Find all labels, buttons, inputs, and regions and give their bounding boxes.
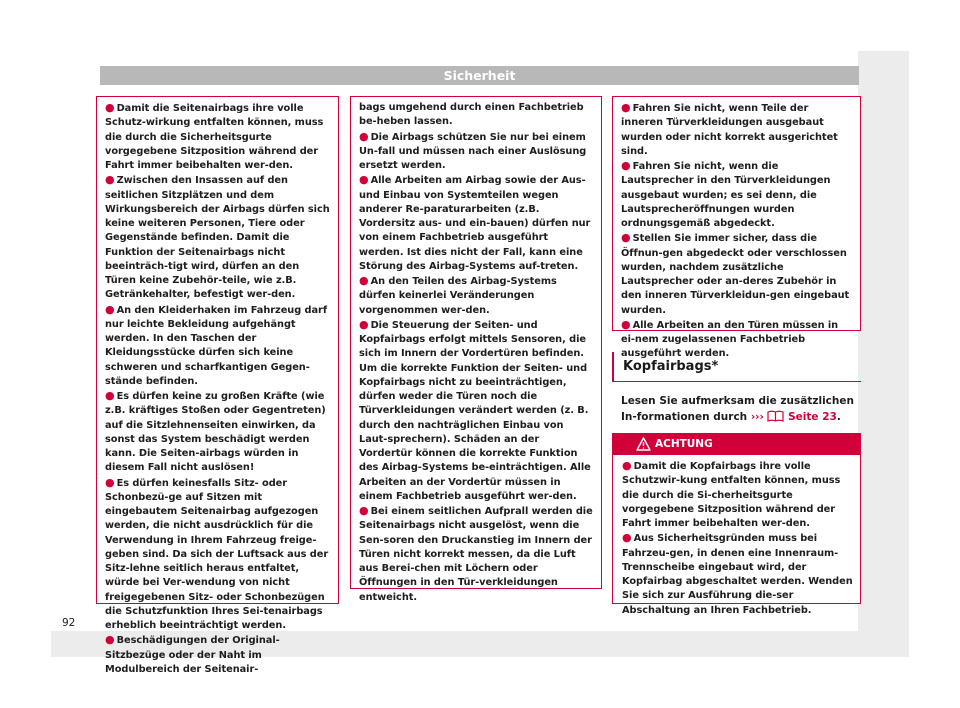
list-item: ● An den Teilen des Airbag-Systems dürfen keinerlei Veränderungen vorgenommen wer-den. (359, 274, 557, 316)
warning-header (613, 434, 860, 455)
list-item: ● Aus Sicherheitsgründen muss bei Fahrzeu-gen, in denen eine Innenraum-Trennscheibe eingebaut wird, der Kopfairbag abgeschaltet werden. Wenden Sie sich zur Ausführung die-ser Abschaltung an Ihren Fachbetrieb. (622, 531, 853, 616)
section-intro: Lesen Sie aufmerksam die zusätzlichen In-formationen durch ››› Seite 23. (621, 394, 861, 427)
warning-label: ACHTUNG (655, 438, 713, 450)
list-item: ● An den Kleiderhaken im Fahrzeug darf nur leichte Bekleidung aufgehängt werden. In den Taschen der Kleidungsstücke dürfen sich keine schweren und scharfkantigen Gegen-stände befinden. (105, 302, 328, 387)
bullet-icon: ● (105, 475, 115, 489)
list-item: ● Bei einem seitlichen Aufprall werden die Seitenairbags nicht ausgelöst, wenn die Sen-soren den Druckanstieg im Innern der Türen nicht korrekt messen, da die Luft aus Berei-chen mit Löchern oder Öffnungen in den Tür-verkleidungen entweicht. (359, 504, 593, 603)
warning-continuation-box-2 (350, 96, 602, 603)
bullet-icon: ● (622, 459, 632, 472)
bullet-list (622, 459, 853, 618)
bullet-list (105, 101, 331, 677)
list-item: ● Die Airbags schützen Sie nur bei einem Un-fall und müssen nach einer Auslösung ersetzt werden. (359, 129, 587, 171)
list-item: ● Alle Arbeiten am Airbag sowie der Aus- und Einbau von Systemteilen wegen anderer Re-paraturarbeiten (z.B. Vordersitz aus- und ein-bauen) dürfen nur von einem Fachbetrieb ausgeführt werden. Ist dies nicht der Fall, kann eine Störung des Airbag-Systems auf-treten. (359, 173, 591, 272)
list-item: ● Es dürfen keinesfalls Sitz- oder Schonbezü-ge auf Sitzen mit eingebautem Seitenairbag aufgezogen werden, die nicht ausdrücklich für die Verwendung in Ihrem Fahrzeug freige-geben sind. Da sich der Luftsack aus der Sitz-lehne seitlich heraus entfaltet, würde bei Ver-wendung von nicht freigegebenen Sitz- oder Schonbezügen die Schutzfunktion Ihres Sei-tenairbags erheblich beeinträchtigt werden. (105, 475, 329, 631)
bullet-list (621, 101, 853, 362)
bullet-icon: ● (359, 129, 369, 143)
list-item: ● Damit die Seitenairbags ihre volle Schutz-wirkung entfalten können, muss die durch die Sicherheitsgurte vorgegebene Sitzposition während der Fahrt immer beibehalten wer-den. (105, 101, 324, 171)
warning-continuation-box-3 (612, 96, 861, 360)
bullet-icon: ● (359, 274, 369, 287)
list-item: ● Damit die Kopfairbags ihre volle Schutzwir-kung entfalten können, muss die durch die Si-cherheitsgurte vorgegebene Sitzposition während der Fahrt immer beibehalten wer-den. (622, 459, 841, 529)
bullet-icon: ● (359, 173, 369, 187)
list-item: ● Alle Arbeiten an den Türen müssen in ei-nem zugelassenen Fachbetrieb ausgeführt werden. (621, 317, 839, 360)
chapter-header: Sicherheit (100, 66, 859, 85)
list-item: ● Fahren Sie nicht, wenn die Lautsprecher in den Türverkleidungen ausgebaut wurden; es sei denn, die Lautsprecheröffnungen wurden ordnungsgemäß abgedeckt. (621, 159, 831, 229)
bullet-icon: ● (621, 231, 631, 245)
bullet-icon: ● (621, 317, 631, 331)
list-item: ● Beschädigungen der Original-Sitzbezüge oder der Naht im Modulbereich der Seitenair- (105, 633, 280, 675)
bullet-icon: ● (105, 101, 115, 114)
bullet-icon: ● (105, 389, 115, 402)
list-item: ● Es dürfen keine zu großen Kräfte (wie z.B. kräftiges Stoßen oder Gegentreten) auf die Sitzlehnenseiten einwirken, da sonst das System beschädigt werden kann. Die Seiten-airbags würden in diesem Fall nicht auslösen! (105, 389, 326, 474)
warning-body (613, 455, 860, 618)
list-item: ● Fahren Sie nicht, wenn Teile der inneren Türverkleidungen ausgebaut wurden oder nicht korrekt ausgerichtet sind. (621, 101, 838, 157)
bullet-icon: ● (105, 173, 115, 187)
bullet-icon: ● (359, 504, 369, 517)
warning-continuation-box-1 (96, 96, 339, 675)
reference-arrows: ››› (750, 410, 764, 423)
bullet-list (359, 130, 594, 605)
warning-triangle-icon (636, 437, 651, 459)
warning-box (612, 433, 861, 616)
bullet-icon: ● (621, 101, 631, 114)
list-item: ● Die Steuerung der Seiten- und Kopfairbags erfolgt mittels Sensoren, die sich im Innern der Vordertüren befinden. Um die korrekte Funktion der Seiten- und Kopfairbags nicht zu beeinträchtigen, dürfen weder die Türen noch die Türverkleidungen verändert werden (z. B. durch den nachträglichen Einbau von Laut-sprechern). Schäden an der Vordertür können die korrekte Funktion des Airbag-Systems be-einträchtigen. Alle Arbeiten an der Vordertür müssen in einem Fachbetrieb ausgeführt wer-den. (359, 317, 591, 502)
bullet-icon: ● (105, 633, 115, 647)
bullet-icon: ● (621, 159, 631, 172)
continued-text: bags umgehend durch einen Fachbetrieb be-heben lassen. (359, 102, 584, 128)
list-item: ● Stellen Sie immer sicher, dass die Öffnun-gen abgedeckt oder verschlossen wurden, nachdem zusätzliche Lautsprecher oder an-deres Zubehör in den inneren Türverkleidun-gen eingebaut wurden. (621, 231, 850, 316)
page-reference-link[interactable]: Seite 23 (788, 410, 837, 423)
bullet-icon: ● (622, 531, 632, 545)
book-icon (767, 410, 784, 428)
page-number: 92 (62, 617, 76, 629)
list-item: ● Zwischen den Insassen auf den seitlichen Sitzplätzen und dem Wirkungsbereich der Airbags dürfen sich keine weiteren Personen, Tiere oder Gegenstände befinden. Damit die Funktion der Seitenairbags nicht beeinträch-tigt wird, dürfen an den Türen keine Zubehör-teile, wie z.B. Getränkehalter, befestigt wer-den. (105, 173, 330, 301)
section-heading: Kopfairbags* (612, 352, 861, 382)
bullet-icon: ● (105, 302, 115, 316)
bullet-icon: ● (359, 317, 369, 331)
